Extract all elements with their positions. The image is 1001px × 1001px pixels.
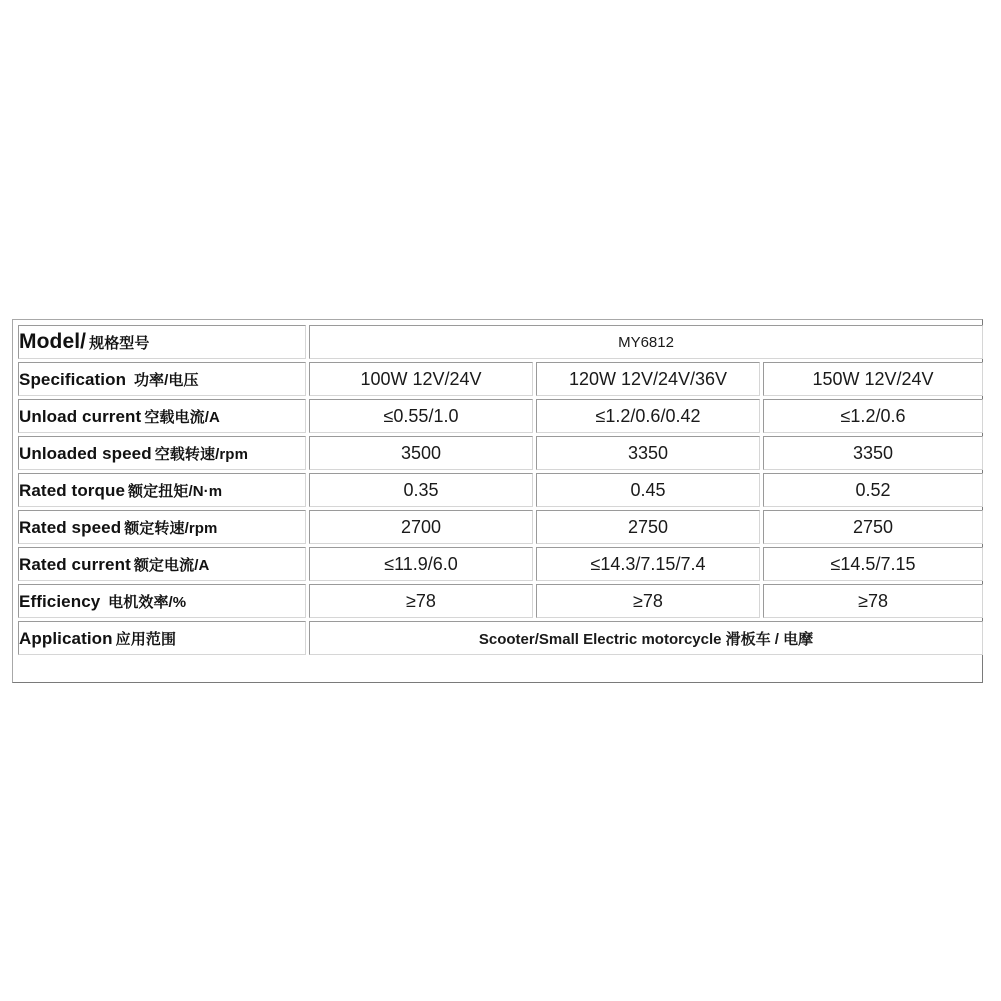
rated-torque-value-1: 0.35 (309, 473, 533, 507)
rated-current-value-3: ≤14.5/7.15 (763, 547, 983, 581)
table-row-rated-torque (18, 473, 983, 507)
table-row-specification (18, 362, 983, 396)
rated-current-label: Rated current (19, 554, 131, 574)
efficiency-value-1: ≥78 (309, 584, 533, 618)
rated-torque-value-3: 0.52 (763, 473, 983, 507)
specification-value-1: 100W 12V/24V (309, 362, 533, 396)
efficiency-value-3: ≥78 (763, 584, 983, 618)
rated-torque-label-zh: 额定扭矩/N·m (128, 482, 223, 500)
application-label-cell (18, 621, 306, 655)
efficiency-value-2: ≥78 (536, 584, 760, 618)
application-label: Application (19, 628, 113, 648)
specification-label: Specification (19, 369, 127, 389)
table-row-rated-speed (18, 510, 983, 544)
spec-table-frame (12, 319, 983, 683)
model-label-cell (18, 325, 306, 359)
table-row-unload-current (18, 399, 983, 433)
table-row-rated-current (18, 547, 983, 581)
unloaded-speed-label: Unloaded speed (19, 443, 152, 463)
rated-speed-label-cell (18, 510, 306, 544)
application-label-zh: 应用范围 (115, 630, 177, 648)
rated-current-value-1: ≤11.9/6.0 (309, 547, 533, 581)
rated-current-label-zh: 额定电流/A (133, 556, 210, 574)
table-row-unloaded-speed (18, 436, 983, 470)
efficiency-label-zh: 电机效率/% (108, 593, 187, 611)
table-row-application (18, 621, 983, 655)
rated-speed-value-3: 2750 (763, 510, 983, 544)
unload-current-label: Unload current (19, 406, 142, 426)
model-value: MY6812 (309, 325, 983, 359)
application-value: Scooter/Small Electric motorcycle 滑板车 / 电摩 (309, 621, 983, 655)
unloaded-speed-value-2: 3350 (536, 436, 760, 470)
specification-label-zh: 功率/电压 (133, 371, 199, 389)
rated-speed-value-1: 2700 (309, 510, 533, 544)
unload-current-value-2: ≤1.2/0.6/0.42 (536, 399, 760, 433)
rated-current-value-2: ≤14.3/7.15/7.4 (536, 547, 760, 581)
unload-current-label-cell (18, 399, 306, 433)
unloaded-speed-label-cell (18, 436, 306, 470)
rated-torque-value-2: 0.45 (536, 473, 760, 507)
efficiency-label-cell (18, 584, 306, 618)
spec-table (15, 322, 986, 658)
rated-current-label-cell (18, 547, 306, 581)
unloaded-speed-value-1: 3500 (309, 436, 533, 470)
unloaded-speed-label-zh: 空载转速/rpm (154, 445, 249, 463)
rated-torque-label-cell (18, 473, 306, 507)
rated-speed-label-zh: 额定转速/rpm (124, 519, 218, 537)
rated-speed-label: Rated speed (19, 517, 122, 537)
unloaded-speed-value-3: 3350 (763, 436, 983, 470)
rated-torque-label: Rated torque (19, 480, 126, 500)
table-row-model (18, 325, 983, 359)
efficiency-label: Efficiency (19, 591, 101, 611)
unload-current-value-1: ≤0.55/1.0 (309, 399, 533, 433)
specification-value-3: 150W 12V/24V (763, 362, 983, 396)
model-label: Model/ (19, 330, 87, 353)
rated-speed-value-2: 2750 (536, 510, 760, 544)
model-label-zh: 规格型号 (89, 335, 150, 352)
specification-value-2: 120W 12V/24V/36V (536, 362, 760, 396)
table-row-efficiency (18, 584, 983, 618)
unload-current-label-zh: 空载电流/A (144, 408, 220, 426)
unload-current-value-3: ≤1.2/0.6 (763, 399, 983, 433)
specification-label-cell (18, 362, 306, 396)
